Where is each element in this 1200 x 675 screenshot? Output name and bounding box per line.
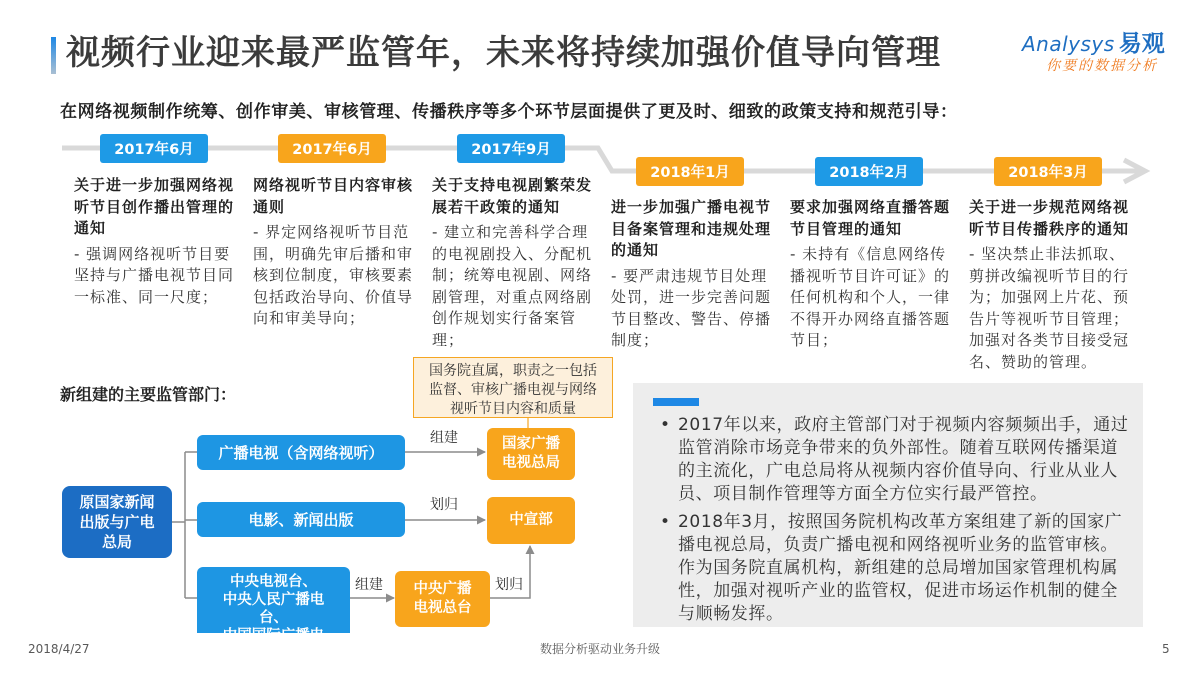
target-node: 中宣部 [487,497,575,544]
footer-slogan: 数据分析驱动业务升级 [539,642,660,656]
target-node: 国家广播电视总局 [487,428,575,480]
date-badge: 2018年3月 [994,157,1102,186]
summary-line: 员、项目制作管理等方面全方位实行最严管控。 [678,484,1048,504]
action-label: 划归 [430,497,458,513]
policy-item [611,197,777,352]
timeline-arrowhead [1124,160,1145,182]
policy-item [432,175,598,351]
policy-item [253,175,419,330]
date-badge: 2017年6月 [100,134,208,163]
policy-item [790,197,956,352]
timeline-line [62,148,1140,171]
summary-line: 播电视总局，负责广播电视和网络视听业务的监管审核。 [678,535,1118,555]
nrta-note-callout: 国务院直属，职责之一包括监督、审核广播电视与网络视听节目内容和质量 [413,357,613,418]
date-badge: 2018年1月 [636,157,744,186]
bullet-dot-icon: • [660,415,671,435]
origin-connector [172,452,197,598]
intro-text: 在网络视频制作统筹、创作审美、审核管理、传播秩序等多个环节层面提供了更及时、细致的政策支持和规范引导： [60,102,958,122]
branch-node: 电影、新闻出版 [197,502,405,537]
date-badge: 2018年2月 [815,157,923,186]
page-number: 5 [1162,642,1170,656]
panel-accent-bar [653,398,699,406]
brand-logo [1022,25,1165,58]
logo-brand-text: Analysys [1022,32,1115,56]
logo-brand-cn: 易观 [1118,31,1165,57]
policy-point: - 未持有《信息网络传播视听节目许可证》的任何机构和个人，一律不得开办网络直播答题节目； [790,245,951,349]
branch-node: 中央电视台、 中央人民广播电台、 中国国际广播电台 [197,567,350,633]
title-accent-bar [51,37,56,74]
regulators-heading: 新组建的主要监管部门： [60,385,237,404]
policy-point: - 坚决禁止非法抓取、剪拼改编视听节目的行为；加强网上片花、预告片等视听节目管理；加强对各类节目接受冠名、赞助的管理。 [969,245,1130,371]
summary-text [678,511,1122,626]
target-node: 中央广播电视总台 [395,571,490,627]
summary-line: 作为国务院直属机构，新组建的总局增加国家管理机构属 [678,558,1118,578]
page-title: 视频行业迎来最严监管年，未来将持续加强价值导向管理 [66,33,941,73]
policy-title: 关于进一步加强网络视听节目创作播出管理的通知 [74,176,235,237]
policy-item [969,197,1135,373]
bullet-dot-icon: • [660,512,671,532]
summary-text [678,414,1128,506]
policy-point: - 要严肃违规节目处理处罚，进一步完善问题节目整改、警告、停播制度； [611,266,772,349]
origin-node: 原国家新闻出版与广电总局 [62,486,172,558]
policy-point: - 界定网络视听节目范围，明确先审后播和审核到位制度，审核要素包括政治导向、价值导向和审美导向； [253,223,414,327]
date-badge: 2017年6月 [278,134,386,163]
policy-title: 关于进一步规范网络视听节目传播秩序的通知 [969,198,1130,238]
policy-point: - 建立和完善科学合理的电视剧投入、分配机制；统筹电视剧、网络剧管理，对重点网络剧创作规划实行备案管理； [432,223,593,349]
summary-list [660,414,1130,631]
summary-line: 2017年以来，政府主管部门对于视频内容频频出手，通过 [678,415,1129,435]
summary-line: 2018年3月，按照国务院机构改革方案组建了新的国家广 [678,512,1123,532]
date-badge: 2017年9月 [457,134,565,163]
summary-line: 监管消除市场竞争带来的负外部性。随着互联网传播渠道 [678,438,1118,458]
summary-line: 与顺畅发挥。 [678,604,784,624]
footer-date: 2018/4/27 [28,642,90,656]
logo-tagline: 你要的数据分析 [1046,58,1158,74]
summary-bullet [660,414,1130,506]
summary-line: 性，加强对视听产业的监管权，促进市场运作机制的健全 [678,581,1118,601]
policy-item [74,175,240,308]
policy-title: 要求加强网络直播答题节目管理的通知 [790,198,951,238]
policy-point: - 强调网络视听节目要坚持与广播电视节目同一标准、同一尺度； [74,244,235,306]
policy-title: 进一步加强广播电视节目备案管理和违规处理的通知 [611,198,772,259]
branch-node: 广播电视（含网络视听） [197,435,405,470]
action-label: 划归 [495,577,523,593]
action-label: 组建 [430,430,458,446]
policy-title: 关于支持电视剧繁荣发展若干政策的通知 [432,176,593,216]
summary-bullet [660,511,1130,626]
action-label: 组建 [355,577,383,593]
summary-line: 的主流化，广电总局将从视频内容价值导向、行业从业人 [678,461,1118,481]
policy-title: 网络视听节目内容审核通则 [253,176,414,216]
